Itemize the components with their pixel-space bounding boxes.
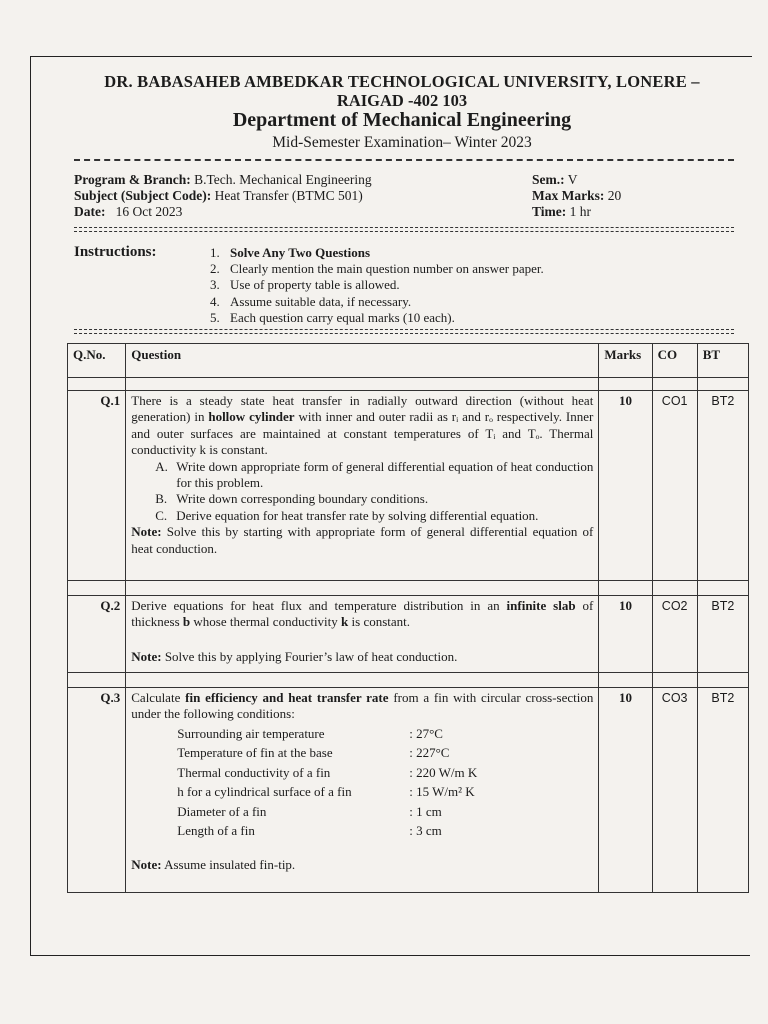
note-text: Solve this by starting with appropriate form of general differential equation of heat conduction. (131, 524, 594, 556)
instructions-label: Instructions: (74, 244, 157, 260)
maxmarks-label: Max Marks: (532, 188, 605, 203)
q3-bold: fin efficiency and heat transfer rate (185, 690, 389, 705)
parameter-row (177, 804, 593, 824)
parameter-name: Thermal conductivity of a fin (177, 764, 331, 780)
program-row (74, 172, 372, 188)
header-co: CO (652, 344, 697, 378)
time-label: Time: (532, 204, 567, 219)
maxmarks-value: 20 (607, 188, 622, 203)
note-text: Solve this by applying Fourier’s law of heat conduction. (161, 648, 458, 664)
note-text: Assume insulated fin-tip. (161, 856, 296, 872)
header-question: Question (126, 344, 599, 378)
subject-row (74, 188, 372, 204)
q2-bold: b (182, 614, 191, 630)
q3-text-part: Calculate (131, 690, 186, 705)
time-value: 1 hr (569, 204, 591, 219)
q1-note (131, 524, 593, 557)
q3-note (131, 857, 593, 873)
parameter-row (177, 823, 593, 843)
parameter-value: : 1 cm (409, 803, 442, 819)
instruction-number: 4. (210, 293, 220, 309)
parameter-value: : 227°C (409, 745, 450, 761)
sem-row (532, 172, 621, 188)
q2-text-part: Derive equations for heat flux and temperature distribution in an (131, 598, 507, 613)
question-number: Q.1 (68, 391, 126, 581)
instruction-item (210, 294, 544, 310)
parameter-value: : 220 W/m K (409, 764, 478, 780)
q3-text-part: from a fin with circular cross-section under the following conditions: (131, 690, 594, 722)
spacer-row (68, 581, 749, 596)
instruction-item (210, 277, 544, 293)
maxmarks-row (532, 188, 621, 204)
parameter-name: Length of a fin (177, 823, 255, 839)
co-value: CO3 (652, 688, 697, 893)
parameter-row (177, 784, 593, 804)
spacer-row (68, 673, 749, 688)
parameter-row (177, 726, 593, 746)
instruction-text: Assume suitable data, if necessary. (230, 293, 412, 309)
q2-note (131, 649, 593, 665)
part-label: A. (155, 458, 168, 474)
q3-parameters (131, 726, 593, 843)
q1-part-b (131, 491, 593, 507)
instruction-text: Use of property table is allowed. (230, 277, 400, 293)
marks-value: 10 (599, 688, 652, 893)
sem-value: V (567, 172, 578, 187)
instruction-item (210, 261, 544, 277)
bt-value: BT2 (697, 391, 748, 581)
part-text: Write down appropriate form of general differential equation of heat conduction for this problem. (176, 458, 594, 491)
parameter-value: : 3 cm (409, 823, 442, 839)
sem-label: Sem.: (532, 172, 565, 187)
q1-intro (131, 393, 593, 459)
question-text-q2 (126, 596, 599, 673)
part-label: B. (155, 491, 168, 507)
exam-title: Mid-Semester Examination– Winter 2023 (272, 134, 532, 151)
double-divider (74, 329, 734, 334)
divider (74, 159, 734, 161)
bt-value: BT2 (697, 596, 748, 673)
header-qno: Q.No. (68, 344, 126, 378)
questions-table (67, 343, 749, 893)
question-text-q1 (126, 391, 599, 581)
note-label: Note: (131, 856, 162, 872)
spacer-row (68, 378, 749, 391)
instruction-number: 3. (210, 277, 220, 293)
q2-text-part: whose thermal conductivity (190, 614, 342, 630)
parameter-row (177, 745, 593, 765)
q2-bold: infinite slab (506, 598, 576, 613)
note-label: Note: (131, 524, 162, 540)
department-title: Department of Mechanical Engineering (232, 109, 572, 131)
q3-text (131, 690, 593, 723)
question-number: Q.3 (68, 688, 126, 893)
meta-right (532, 172, 621, 220)
parameter-value: : 27°C (409, 725, 443, 741)
note-label: Note: (131, 648, 162, 664)
parameter-row (177, 765, 593, 785)
instructions-list (210, 245, 544, 326)
question-text-q3 (126, 688, 599, 893)
table-header-row (68, 344, 749, 378)
question-row-q3 (68, 688, 749, 893)
instruction-item (210, 245, 544, 261)
parameter-name: Surrounding air temperature (177, 725, 325, 741)
parameter-value: : 15 W/m² K (409, 784, 475, 800)
q1-intro-text-2: with inner and outer radii as rᵢ and rₒ respectively. Inner and outer surfaces are maintained at constant temperatures of Tᵢ and Tₒ. Thermal conductivity k is constant. (131, 409, 594, 458)
date-label: Date: (74, 204, 106, 219)
instruction-number: 5. (210, 309, 220, 325)
co-value: CO1 (652, 391, 697, 581)
q1-intro-text: There is a steady state heat transfer in radially outward direction (without heat generation) in (131, 393, 594, 425)
q2-bold: k (341, 614, 349, 630)
meta-left (74, 172, 372, 220)
part-label: C. (155, 507, 168, 523)
marks-value: 10 (599, 596, 652, 673)
university-name-line1: DR. BABASAHEB AMBEDKAR TECHNOLOGICAL UNIVERSITY, LONERE – (104, 72, 700, 91)
page-border-bottom (30, 955, 750, 956)
question-number: Q.2 (68, 596, 126, 673)
instruction-text: Each question carry equal marks (10 each). (230, 309, 455, 325)
university-name-line2: RAIGAD -402 103 (336, 91, 468, 110)
subject-label: Subject (Subject Code): (74, 188, 212, 203)
parameter-name: h for a cylindrical surface of a fin (177, 784, 352, 800)
question-row-q2 (68, 596, 749, 673)
q1-part-a (131, 459, 593, 492)
co-value: CO2 (652, 596, 697, 673)
parameter-name: Diameter of a fin (177, 803, 267, 819)
q1-intro-bold: hollow cylinder (208, 409, 295, 425)
part-text: Derive equation for heat transfer rate by solving differential equation. (176, 507, 539, 523)
instruction-text: Clearly mention the main question number on answer paper. (230, 261, 544, 277)
header-bt: BT (697, 344, 748, 378)
time-row (532, 204, 621, 220)
program-label: Program & Branch: (74, 172, 191, 187)
bt-value: BT2 (697, 688, 748, 893)
instruction-text: Solve Any Two Questions (230, 245, 371, 260)
subject-value: Heat Transfer (BTMC 501) (214, 188, 363, 203)
question-row-q1 (68, 391, 749, 581)
q2-text-part: is constant. (348, 614, 411, 630)
program-value: B.Tech. Mechanical Engineering (194, 172, 372, 187)
date-value: 16 Oct 2023 (115, 204, 183, 219)
q1-part-c (131, 508, 593, 524)
instruction-number: 2. (210, 261, 220, 277)
marks-value: 10 (599, 391, 652, 581)
double-divider (74, 227, 734, 232)
q2-text-part: of thickness (131, 598, 594, 630)
q2-text (131, 598, 593, 631)
instruction-number: 1. (210, 245, 220, 260)
part-text: Write down corresponding boundary conditions. (176, 491, 429, 507)
instruction-item (210, 310, 544, 326)
header-marks: Marks (599, 344, 652, 378)
date-row (74, 204, 372, 220)
parameter-name: Temperature of fin at the base (177, 745, 333, 761)
